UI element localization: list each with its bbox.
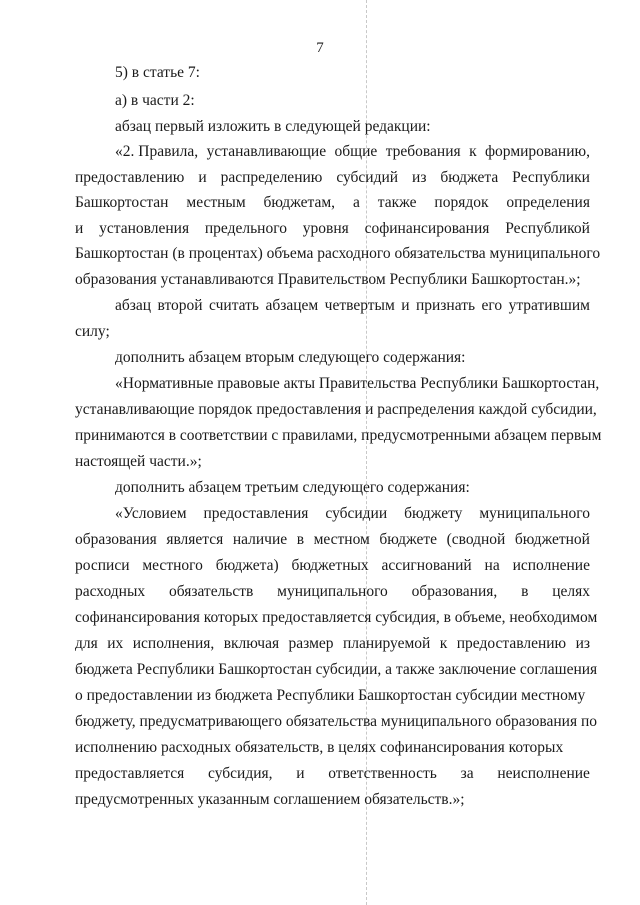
- text-line: софинансирования которых предоставляется субсидия, в объеме, необходимом: [75, 609, 598, 626]
- word: предельного: [204, 220, 287, 237]
- word: является: [166, 531, 224, 548]
- word: считать: [209, 297, 259, 314]
- word: бюджета): [215, 557, 279, 574]
- word: Республики: [512, 169, 590, 186]
- text-line: дополнить абзацем третьим следующего содержания:: [115, 479, 470, 496]
- word: предоставлению: [75, 169, 185, 186]
- word: и: [296, 765, 305, 782]
- word: также: [377, 194, 417, 211]
- word: уровня: [302, 220, 349, 237]
- word: а: [352, 194, 360, 211]
- word: порядок: [434, 194, 489, 211]
- word: к: [439, 635, 448, 652]
- text-line: [75, 582, 590, 602]
- text-line: дополнить абзацем вторым следующего содержания:: [115, 349, 466, 366]
- word: за: [460, 765, 474, 782]
- word: второй: [157, 297, 203, 314]
- word: его: [481, 297, 503, 314]
- word: абзацем: [265, 297, 319, 314]
- text-line: 5) в статье 7:: [115, 64, 200, 81]
- word: бюджете: [379, 531, 438, 548]
- word: общие: [334, 143, 378, 160]
- word: ассигнований: [381, 557, 472, 574]
- word: софинансирования: [364, 220, 490, 237]
- word: «2. Правила,: [115, 143, 199, 160]
- word: установления: [99, 220, 190, 237]
- word: утратившим: [508, 297, 590, 314]
- text-line: бюджета Республики Башкортостан субсидии, а также заключение соглашения: [75, 661, 598, 678]
- text-line: [75, 168, 590, 188]
- word: планируемой: [342, 635, 431, 652]
- word: целях: [552, 583, 590, 600]
- word: предоставления: [203, 505, 309, 522]
- word: бюджетных: [291, 557, 369, 574]
- page-number: 7: [316, 40, 324, 56]
- word: образования: [75, 531, 157, 548]
- text-line: а) в части 2:: [115, 92, 195, 109]
- text-line: [75, 530, 590, 550]
- word: четвертым: [324, 297, 395, 314]
- text-line: [115, 142, 590, 162]
- word: местным: [186, 194, 246, 211]
- word: формированию,: [485, 143, 590, 160]
- text-line: [75, 556, 590, 576]
- word: в: [296, 531, 305, 548]
- word: в: [521, 583, 529, 600]
- text-line: [75, 193, 590, 213]
- word: субсидии: [325, 505, 388, 522]
- text-line: [75, 764, 590, 784]
- word: их: [107, 635, 124, 652]
- text-line: силу;: [75, 323, 110, 340]
- word: на: [484, 557, 500, 574]
- word: бюджета: [440, 169, 499, 186]
- word: и: [75, 220, 84, 237]
- word: росписи: [75, 557, 130, 574]
- text-line: «Нормативные правовые акты Правительства Республики Башкортостан,: [115, 375, 600, 392]
- word: субсидия,: [208, 765, 273, 782]
- word: Республикой: [505, 220, 590, 237]
- word: исполнение: [512, 557, 590, 574]
- word: (сводной: [446, 531, 506, 548]
- text-line: [75, 219, 590, 239]
- word: расходных: [75, 583, 146, 600]
- word: исполнения,: [132, 635, 215, 652]
- word: субсидий: [336, 169, 399, 186]
- word: предоставляется: [75, 765, 185, 782]
- word: и: [401, 297, 410, 314]
- word: муниципального: [277, 583, 388, 600]
- word: и: [198, 169, 207, 186]
- word: распределению: [220, 169, 323, 186]
- text-line: [115, 504, 590, 524]
- text-line: устанавливающие порядок предоставления и распределения каждой субсидии,: [75, 401, 597, 418]
- word: бюджетной: [514, 531, 590, 548]
- text-line: образования устанавливаются Правительством Республики Башкортостан.»;: [75, 271, 581, 288]
- word: обязательств: [168, 583, 254, 600]
- word: абзац: [115, 297, 152, 314]
- word: бюджетам,: [263, 194, 336, 211]
- word: образования,: [411, 583, 498, 600]
- text-line: [75, 634, 590, 654]
- word: местном: [313, 531, 370, 548]
- word: признать: [415, 297, 476, 314]
- word: из: [412, 169, 427, 186]
- word: устанавливающие: [206, 143, 327, 160]
- text-line: [115, 296, 590, 316]
- word: неисполнение: [497, 765, 590, 782]
- word: определения: [506, 194, 590, 211]
- text-line: бюджету, предусматривающего обязательства муниципального образования по: [75, 713, 598, 730]
- text-line: о предоставлении из бюджета Республики Башкортостан субсидии местному: [75, 687, 586, 704]
- word: муниципального: [479, 505, 590, 522]
- word: местного: [142, 557, 203, 574]
- word: Башкортостан: [75, 194, 169, 211]
- word: из: [575, 635, 590, 652]
- text-line: принимаются в соответствии с правилами, предусмотренными абзацем первым: [75, 427, 602, 444]
- word: наличие: [232, 531, 288, 548]
- text-line: настоящей части.»;: [75, 453, 202, 470]
- word: предоставлению: [456, 635, 567, 652]
- text-line: предусмотренных указанным соглашением обязательств.»;: [75, 791, 465, 808]
- text-line: Башкортостан (в процентах) объема расходного обязательства муниципального: [75, 245, 601, 262]
- word: бюджету: [404, 505, 463, 522]
- word: включая: [223, 635, 280, 652]
- word: размер: [288, 635, 334, 652]
- word: к: [469, 143, 477, 160]
- word: для: [75, 635, 98, 652]
- word: требования: [385, 143, 461, 160]
- text-line: исполнению расходных обязательств, в целях софинансирования которых: [75, 739, 564, 756]
- text-line: абзац первый изложить в следующей редакции:: [115, 118, 431, 135]
- word: ответственность: [328, 765, 437, 782]
- word: «Условием: [115, 505, 187, 522]
